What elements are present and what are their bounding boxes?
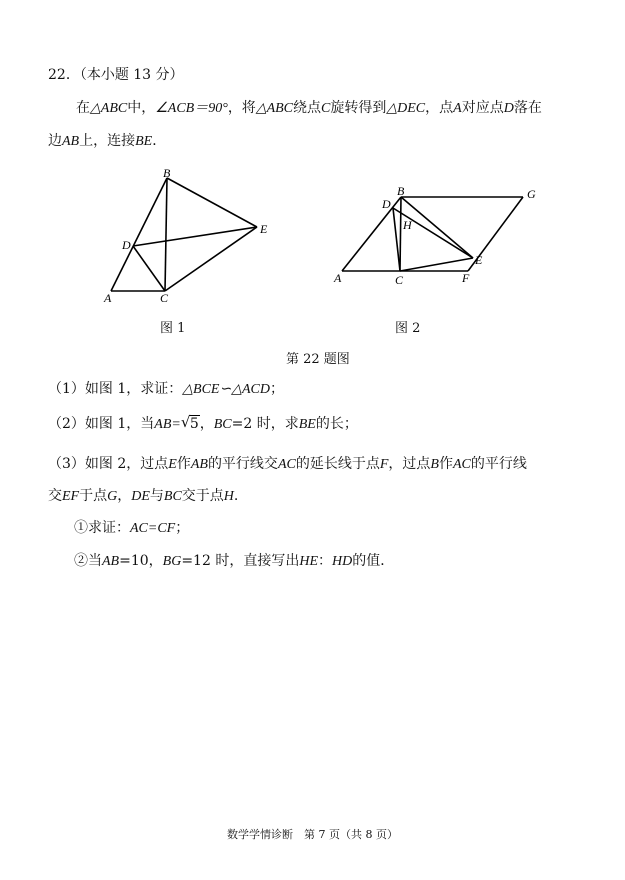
- label-c: C: [395, 273, 404, 287]
- q3-text: 于点: [79, 488, 108, 504]
- segment-ab: [342, 197, 401, 271]
- problem-number: 22．: [48, 67, 80, 83]
- segment-ce: [400, 258, 473, 271]
- q2-math: BC: [213, 417, 232, 432]
- stem-math: △DEC: [386, 101, 426, 116]
- q3-text: （3）如图 2，过点: [48, 456, 169, 472]
- q1-text: ；: [269, 381, 284, 397]
- segment-de: [393, 208, 473, 258]
- stem-text: ，点: [425, 100, 454, 116]
- label-a: A: [104, 291, 112, 305]
- segment-bc: [165, 178, 167, 291]
- label-d: D: [122, 238, 131, 252]
- label-a: A: [334, 271, 342, 285]
- stem-math: A: [453, 101, 462, 116]
- q3-sub2-text: =12 时，直接写出: [181, 553, 300, 569]
- label-f: F: [462, 271, 470, 285]
- q1-text: （1）如图 1，求证：: [48, 381, 183, 397]
- segment-be: [167, 178, 257, 227]
- q2-math: AB=: [154, 417, 181, 432]
- label-g: G: [527, 187, 536, 201]
- stem-text: 落在: [513, 100, 542, 116]
- stem-text: 绕点: [293, 100, 322, 116]
- q3-text: 的延长线于点: [295, 456, 380, 472]
- figure-1-caption: 图 1: [160, 321, 186, 336]
- stem-math: ∠ACB＝90°: [155, 101, 228, 116]
- label-c: C: [160, 291, 169, 305]
- q3-text: 交于点: [181, 488, 224, 504]
- radical-sign-icon: √: [180, 413, 191, 431]
- q3-text: 交: [48, 488, 62, 504]
- problem-header: [48, 64, 184, 84]
- q3-math: AC: [452, 457, 471, 472]
- segment-dc: [133, 246, 165, 291]
- figure-1: [95, 165, 285, 315]
- stem-math: C: [321, 101, 331, 116]
- q3-sub2-text: =10，: [119, 553, 163, 569]
- label-d: D: [382, 197, 391, 211]
- problem-score: （本小题 13 分）: [79, 67, 184, 83]
- q3-sub2-text: 的值．: [352, 553, 395, 569]
- figure-2-caption: 图 2: [395, 321, 421, 336]
- segment-de: [133, 227, 257, 246]
- q2-text: 的长；: [315, 416, 358, 432]
- stem-math: △ABC: [90, 101, 128, 116]
- segment-be: [401, 197, 473, 258]
- stem-math: △ABC: [255, 101, 294, 116]
- segment-bc: [400, 197, 401, 271]
- label-h: H: [403, 218, 412, 232]
- figures-group-caption: 第 22 题图: [286, 352, 350, 367]
- q3-sub2-math: AB: [102, 554, 120, 569]
- question-3-line1: [48, 453, 527, 473]
- q3-math: AC: [277, 457, 296, 472]
- label-b: B: [397, 184, 405, 198]
- q3-math: AB: [190, 457, 208, 472]
- problem-stem-line2: [48, 130, 166, 150]
- q3-text: ，过点: [388, 456, 431, 472]
- q3-sub1-math: AC=CF: [130, 521, 176, 536]
- q3-sub2-text: ：: [318, 553, 332, 569]
- stem-text: 在: [76, 100, 90, 116]
- sqrt-radicand: 5: [189, 416, 199, 432]
- question-1: [48, 378, 284, 398]
- stem-text: 上，连接: [79, 133, 136, 149]
- question-3-sub1: [74, 517, 189, 537]
- q3-text: 与: [149, 488, 164, 504]
- q3-math: DE: [131, 489, 150, 504]
- figure-2: [328, 180, 548, 290]
- question-2: [48, 413, 358, 433]
- q3-text: 的平行线交: [207, 456, 278, 472]
- q3-sub2-math: HD: [332, 554, 353, 569]
- q3-math: E: [168, 457, 177, 472]
- q3-math: H: [223, 489, 234, 504]
- stem-text: ，将: [227, 100, 256, 116]
- q3-sub2-math: BG: [162, 554, 182, 569]
- q1-math: △BCE∽△ACD: [182, 382, 270, 397]
- segment-dc: [393, 208, 400, 271]
- segment-ab: [111, 178, 167, 291]
- stem-math: D: [503, 101, 514, 116]
- stem-text: 边: [48, 133, 62, 149]
- label-e: E: [260, 222, 268, 236]
- q3-math: EF: [62, 489, 80, 504]
- q3-math: B: [430, 457, 439, 472]
- q3-sub1-text: ①求证：: [74, 520, 130, 536]
- sqrt-expression: [180, 413, 200, 432]
- stem-math: BE: [135, 134, 153, 149]
- label-b: B: [163, 166, 171, 180]
- problem-stem-line1: [76, 97, 542, 117]
- q3-sub2-math: HE: [299, 554, 318, 569]
- q2-text: ，: [199, 416, 214, 432]
- q3-sub1-text: ；: [175, 520, 190, 536]
- stem-text: 旋转得到: [330, 100, 387, 116]
- stem-text: 对应点: [461, 100, 504, 116]
- label-e: E: [475, 253, 483, 267]
- q3-text: 作: [176, 456, 191, 472]
- q3-text: 作: [438, 456, 453, 472]
- segment-ec: [165, 227, 257, 291]
- q2-text: =2 时，求: [231, 416, 299, 432]
- page-footer: 数学学情诊断 第 7 页（共 8 页）: [227, 828, 398, 841]
- q3-sub2-text: ②当: [74, 553, 102, 569]
- q3-math: F: [379, 457, 389, 472]
- q2-math: BE: [298, 417, 316, 432]
- q2-text: （2）如图 1，当: [48, 416, 155, 432]
- stem-text: 中，: [127, 100, 156, 116]
- question-3-line2: [48, 485, 238, 505]
- q3-math: BC: [163, 489, 182, 504]
- stem-math: AB: [62, 134, 80, 149]
- q3-math: G: [107, 489, 118, 504]
- q3-text: 的平行线: [470, 456, 527, 472]
- question-3-sub2: [74, 550, 394, 570]
- q3-text: ，: [117, 488, 132, 504]
- q3-text: .: [233, 488, 239, 504]
- stem-text: ．: [152, 133, 167, 149]
